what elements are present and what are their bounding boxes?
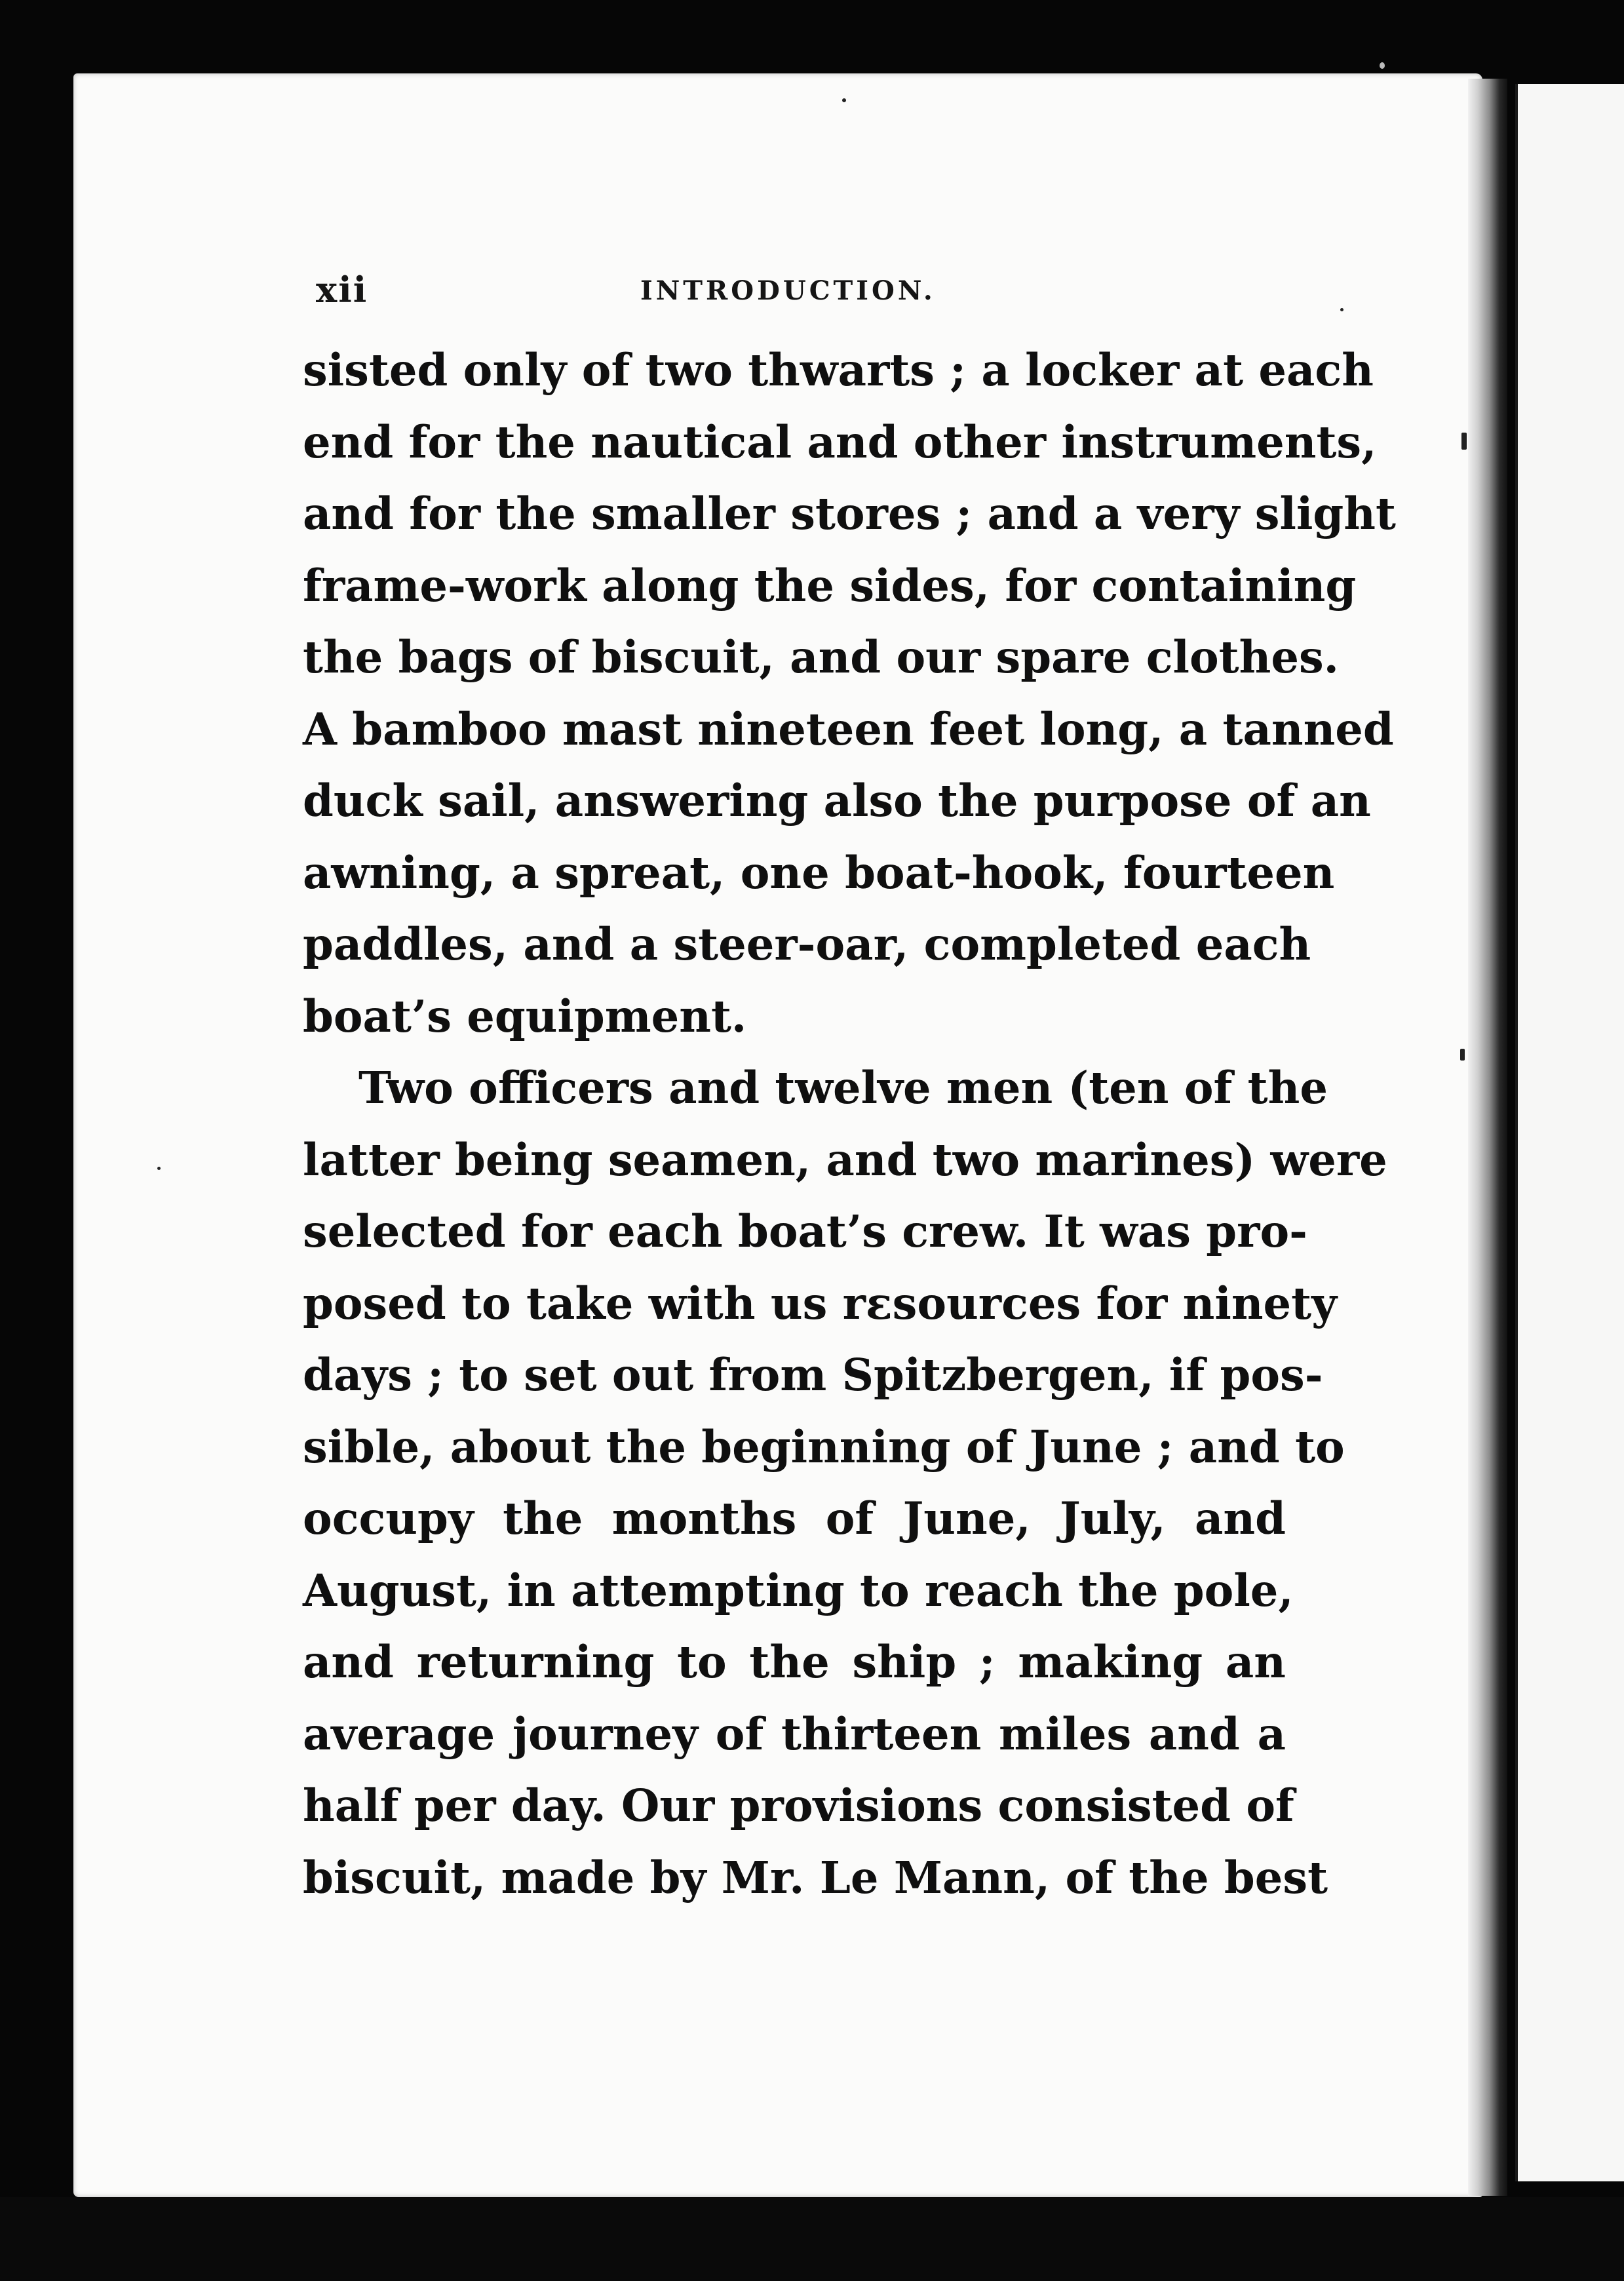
text-line: biscuit, made by Mr. Le Mann, of the best [303, 1851, 1328, 1903]
text-line: awning, a spreat, one boat-hook, fourteen [303, 846, 1335, 899]
body-text [303, 334, 1396, 1913]
scan-speck [1461, 433, 1467, 450]
paragraph-first-line: Two officers and twelve men (ten of the [358, 1062, 1328, 1114]
scan-speck [157, 1167, 161, 1170]
text-line: frame-work along the sides, for containing [303, 559, 1357, 612]
text-line: boat’s equipment. [303, 990, 747, 1042]
text-line: and for the smaller stores ; and a very slight [303, 488, 1396, 539]
text-line: duck sail, answering also the purpose of an [303, 775, 1371, 827]
text-line: and returning to the ship ; making an [303, 1636, 1286, 1688]
scan-speck [1460, 1049, 1465, 1061]
text-line: posed to take with us rεsources for ninety [303, 1277, 1338, 1329]
scan-speck [842, 98, 846, 102]
text-line: the bags of biscuit, and our spare clothes. [303, 631, 1340, 683]
scan-speck [1380, 62, 1385, 69]
running-head-title: INTRODUCTION. [640, 275, 936, 306]
page-gutter [1468, 79, 1507, 2196]
text-line: A bamboo mast nineteen feet long, a tanned [303, 703, 1394, 755]
text-line: latter being seamen, and two marines) were [303, 1133, 1387, 1186]
next-page-edge [1515, 84, 1624, 2181]
running-head [316, 269, 1282, 315]
text-line: end for the nautical and other instruments, [303, 416, 1377, 468]
text-line: days ; to set out from Spitzbergen, if pos- [303, 1349, 1323, 1401]
text-line: paddles, and a steer-oar, completed each [303, 918, 1311, 970]
text-line: occupy the months of June, July, and [303, 1492, 1286, 1544]
text-line: half per day. Our provisions consisted of [303, 1780, 1294, 1831]
text-line: selected for each boat’s crew. It was pro- [303, 1205, 1307, 1257]
text-line: sisted only of two thwarts ; a locker at each [303, 344, 1374, 396]
scan-speck [1340, 308, 1344, 311]
page-number: xii [316, 269, 368, 311]
text-line: sible, about the beginning of June ; and to [303, 1420, 1345, 1473]
text-line: average journey of thirteen miles and a [303, 1707, 1286, 1760]
text-line: August, in attempting to reach the pole, [303, 1564, 1294, 1616]
scan-border [0, 2197, 1624, 2281]
